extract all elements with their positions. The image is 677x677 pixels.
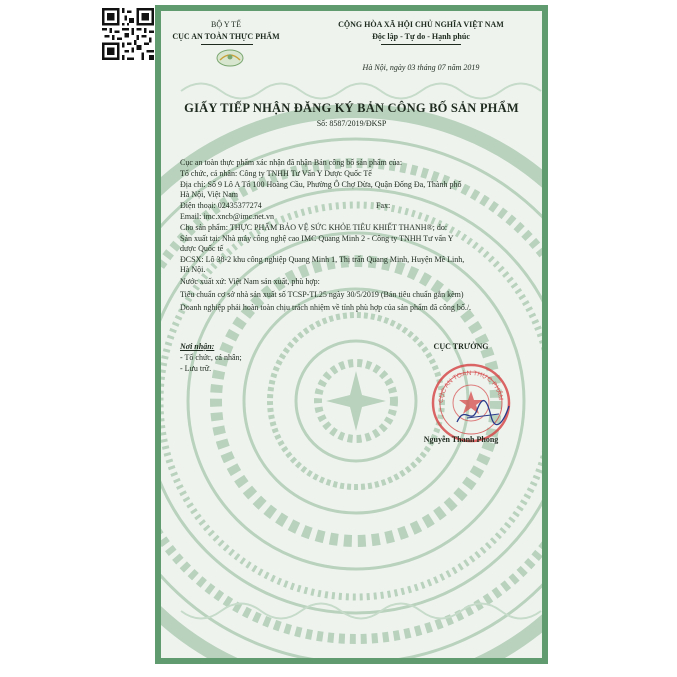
- place-date: Hà Nội, ngày 03 tháng 07 năm 2019: [362, 63, 480, 72]
- standard: Tiêu chuẩn cơ sở nhà sản xuất số TCSP-TI.25 ngày 30/5/2019 (Bản tiêu chuẩn gắn kèm): [180, 290, 464, 299]
- certificate-border: [155, 5, 548, 664]
- factory-line-2: Hà Nội.: [180, 265, 206, 274]
- product: Cho sản phẩm: THỰC PHẨM BẢO VỆ SỨC KHỎE TIÊU KHIẾT THANH®; do:: [180, 223, 448, 232]
- handwritten-signature: [453, 396, 513, 430]
- address-line-1: Địa chỉ: Số 9 Lô A Tổ 100 Hoàng Cầu, Phường Ô Chợ Dừa, Quận Đống Đa, Thành phố: [180, 180, 462, 189]
- signer-role: CỤC TRƯỞNG: [433, 342, 489, 351]
- qr-code-icon: [102, 8, 154, 60]
- origin: Nước xuất xứ: Việt Nam sản xuất, phù hợp:: [180, 277, 320, 286]
- email: Email: imc.xncb@imc.net.vn: [180, 212, 275, 221]
- recipient-item: - Lưu trữ.: [180, 364, 212, 373]
- country-name: CỘNG HÒA XÃ HỘI CHỦ NGHĨA VIỆT NAM: [338, 20, 504, 29]
- responsibility: Doanh nghiệp phải hoàn toàn chịu trách nhiệm về tính phù hợp của sản phẩm đã công bố./.: [180, 303, 472, 312]
- recipients-label: Nơi nhận:: [180, 342, 215, 351]
- made-at-line-1: Sản xuất tại: Nhà máy công nghệ cao IMC Quang Minh 2 - Công ty TNHH Tư vấn Y: [180, 234, 454, 243]
- agency-name: CỤC AN TOÀN THỰC PHẨM: [172, 32, 280, 41]
- document-number: Số: 8587/2019/ĐKSP: [316, 119, 387, 128]
- factory-line-1: ĐCSX: Lô 38-2 khu công nghiệp Quang Minh 1, Thị trấn Quang Minh, Huyện Mê Linh,: [180, 255, 465, 264]
- page-title: GIẤY TIẾP NHẬN ĐĂNG KÝ BẢN CÔNG BỐ SẢN PHẨM: [184, 101, 519, 115]
- stamp-text: CỤC AN TOÀN THỰC PHẨM: [437, 369, 504, 404]
- ministry-name: BỘ Y TẾ: [211, 20, 241, 29]
- agency-underline: [201, 44, 253, 45]
- address-line-2: Hà Nội, Việt Nam: [180, 190, 239, 199]
- motto-underline: [381, 44, 461, 45]
- phone: Điện thoại: 02435377274: [180, 201, 262, 210]
- certificate-sheet: [161, 11, 542, 658]
- organization: Tổ chức, cá nhân: Công ty TNHH Tư Vấn Y Dược Quốc Tế: [180, 169, 372, 178]
- fax: Fax:: [376, 201, 391, 210]
- signer-name: Nguyễn Thanh Phong: [423, 435, 499, 444]
- food-safety-logo-icon: [216, 49, 244, 67]
- intro-text: Cục an toàn thực phẩm xác nhận đã nhận Bản công bố sản phẩm của:: [180, 158, 403, 167]
- recipient-item: - Tổ chức, cá nhân;: [180, 353, 242, 362]
- made-at-line-2: dược Quốc tế: [180, 244, 224, 253]
- motto: Độc lập - Tự do - Hạnh phúc: [372, 32, 470, 41]
